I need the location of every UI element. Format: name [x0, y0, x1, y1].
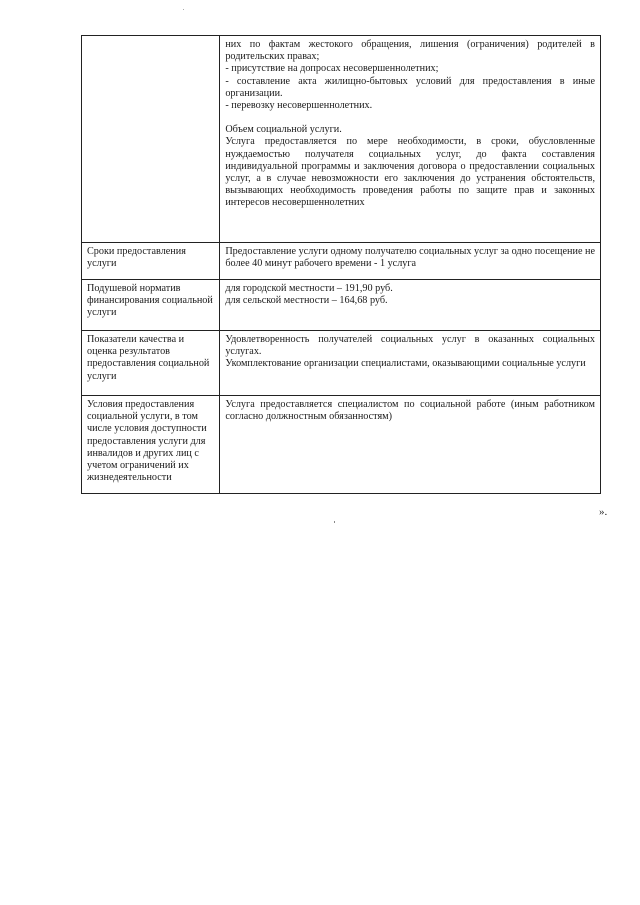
table-row-terms	[82, 243, 601, 280]
urban-rate: для городской местности – 191,90 руб.	[225, 283, 393, 294]
content-line: Удовлетворенность получателей социальных услуг в оказанных социальных услугах.	[225, 334, 595, 358]
row-label-terms: Сроки предоставления услуги	[82, 243, 220, 280]
row-content-terms	[220, 243, 601, 280]
content-line: Предоставление услуги одному получателю социальных услуг за одно посещение не более 40 минут рабочего времени - 1 услуга	[225, 246, 595, 270]
volume-text: Услуга предоставляется по мере необходимости, в сроки, обусловленные нуждаемостью получателя социальных услуг, до факта составления индивидуальной программы и заключения договора о предоставлении социальных услуг, а в случае невозможности его заключения до устранения обстоятельств, вызывающих необходимость проведения работы по защите прав и законных интересов несовершеннолетних	[225, 136, 595, 209]
content-line: них по фактам жестокого обращения, лишения (ограничения) родителей в родительских правах;	[225, 39, 595, 63]
table-row-funding	[82, 280, 601, 331]
row-label-funding: Подушевой норматив финансирования социальной услуги	[82, 280, 220, 331]
row-label-quality: Показатели качества и оценка результатов предоставления социальной услуги	[82, 331, 220, 396]
volume-heading: Объем социальной услуги.	[225, 124, 342, 136]
scan-artifact	[183, 9, 184, 10]
services-table	[81, 35, 601, 494]
content-line: - перевозку несовершеннолетних.	[225, 100, 373, 112]
content-line: - присутствие на допросах несовершеннолетних;	[225, 63, 439, 75]
table-row-continuation	[82, 36, 601, 243]
content-line: Услуга предоставляется специалистом по социальной работе (иным работником согласно должностным обязанностям)	[225, 399, 595, 423]
row-content-quality	[220, 331, 601, 396]
closing-quote-mark: ».	[599, 506, 608, 518]
row-label-conditions: Условия предоставления социальной услуги, в том числе условия доступности предоставления услуги для инвалидов и других лиц с учетом ограничений их жизнедеятельности	[82, 396, 220, 494]
table-row-conditions	[82, 396, 601, 494]
scan-artifact	[334, 521, 335, 523]
rural-rate: для сельской местности – 164,68 руб.	[225, 295, 388, 307]
content-line: Укомплектование организации специалистами, оказывающими социальные услуги	[225, 358, 586, 370]
content-line: - составление акта жилищно-бытовых условий для предоставления в иные организации.	[225, 75, 595, 99]
table-row-quality	[82, 331, 601, 396]
row-content-conditions	[220, 396, 601, 494]
row-content-funding	[220, 280, 601, 331]
row-label-empty	[82, 36, 220, 243]
row-content-continuation	[220, 36, 601, 243]
